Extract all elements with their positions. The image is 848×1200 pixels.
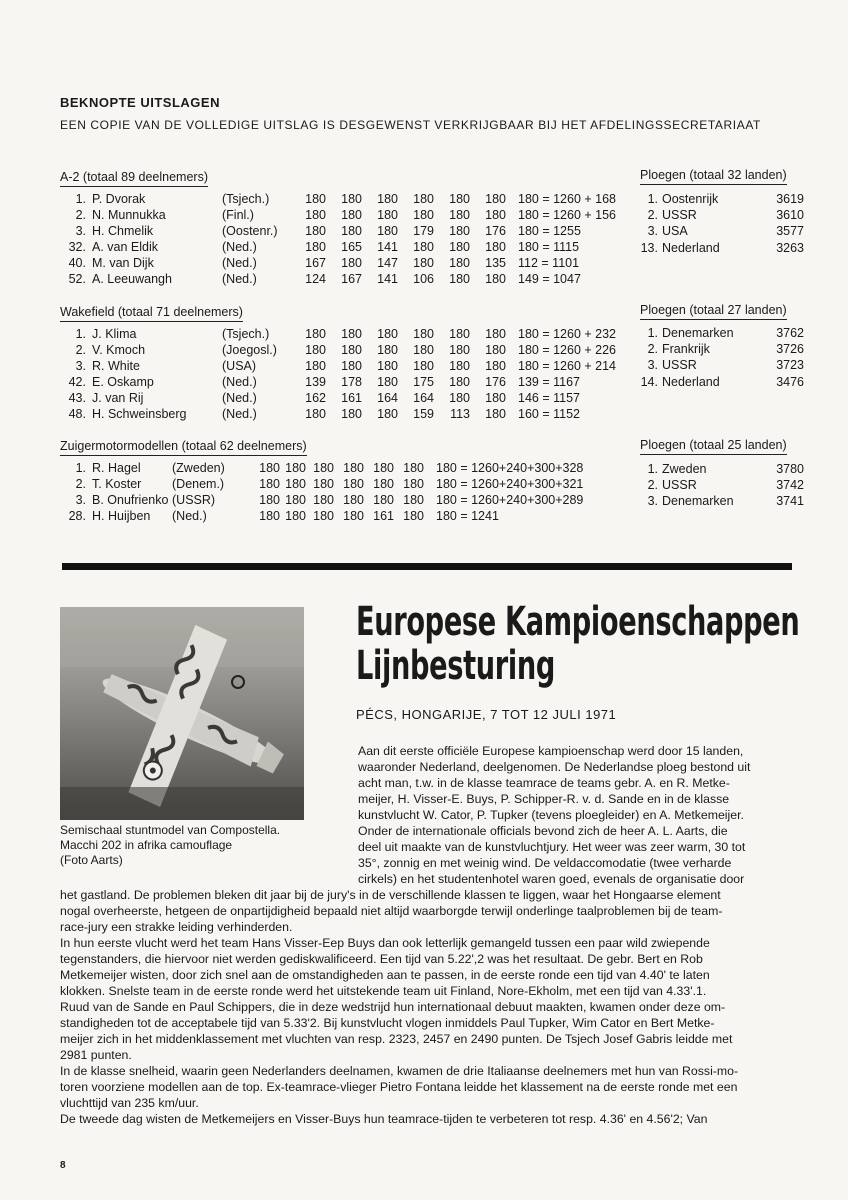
country: (Ned.) [222,256,257,270]
country: (Tsjech.) [222,192,270,206]
flight-score: 124 [305,272,326,286]
flight-score: 180 [485,192,506,206]
flight-score: 180 [449,391,470,405]
flight-score: 180 [341,359,362,373]
team-rank: 13. [640,240,658,255]
team-rank: 14. [640,374,658,389]
text-line: het gastland. De problemen bleken dit jaar bij de jury's in de verschillende klassen te liggen, waar het Hongaarse element [60,888,721,902]
team-country: USSR [662,208,697,223]
team-row [640,461,804,477]
country: (Joegosl.) [222,343,277,357]
flight-score: 180 [259,477,280,491]
team-row [640,477,804,493]
flight-score: 180 [403,509,424,523]
zuiger-title: Zuigermotormodellen (totaal 62 deelnemers) [60,439,307,456]
country: (Ned.) [222,375,257,389]
team-row [640,493,804,509]
team-points: 3762 [776,326,804,341]
flight-score: 165 [341,240,362,254]
flight-score: 180 [305,407,326,421]
flight-score: 180 [377,224,398,238]
a2-teams-table [640,191,804,256]
team-country: Nederland [662,240,720,255]
team-row [640,207,804,223]
text-line: De tweede dag wisten de Metkemeijers en Visser-Buys hun teamrace-tijden te verbeteren tot resp. 4.36' en 4.56'2; Van [60,1112,708,1126]
team-points: 3723 [776,358,804,373]
result-row [60,272,656,288]
result-row [60,240,656,256]
flight-score: 180 [343,461,364,475]
team-rank: 2. [647,342,658,357]
flight-score: 180 [305,224,326,238]
flight-score: 180 [449,224,470,238]
flight-score: 180 [305,208,326,222]
wakefield-title: Wakefield (totaal 71 deelnemers) [60,305,243,322]
team-row [640,240,804,256]
flight-score: 180 [285,461,306,475]
total-score: 180 = 1255 [518,224,581,238]
competitor-name: M. van Dijk [92,256,154,270]
rank: 3. [75,359,86,373]
flight-score: 180 [373,477,394,491]
article-dateline: PÉCS, HONGARIJE, 7 TOT 12 JULI 1971 [356,707,617,722]
flight-score: 180 [285,493,306,507]
flight-score: 180 [259,493,280,507]
flight-score: 180 [313,493,334,507]
flight-score: 180 [485,208,506,222]
flight-score: 180 [449,359,470,373]
flight-score: 180 [313,477,334,491]
caption-line: Macchi 202 in afrika camouflage [60,838,233,852]
text-line: 35°, zonnig en met weinig wind. De veldaccomodatie (twee verharde [358,856,732,870]
photo-caption [60,823,280,868]
flight-score: 176 [485,224,506,238]
rank: 48. [68,407,86,421]
text-line: vluchttijd van 235 km/uur. [60,1096,199,1110]
rank: 1. [75,461,86,475]
team-country: Frankrijk [662,342,710,357]
total-score: 180 = 1241 [436,509,499,523]
flight-score: 180 [313,509,334,523]
flight-score: 180 [313,461,334,475]
flight-score: 180 [377,327,398,341]
flight-score: 180 [485,359,506,373]
rank: 1. [75,327,86,341]
flight-score: 180 [485,391,506,405]
result-row [60,359,656,375]
team-row [640,191,804,207]
team-row [640,325,804,341]
flight-score: 180 [449,375,470,389]
flight-score: 164 [413,391,434,405]
team-country: USSR [662,478,697,493]
result-row [60,461,624,477]
flight-score: 161 [341,391,362,405]
text-line: toren voorziene modellen aan de top. Ex-teamrace-vlieger Pietro Fontana leidde het klassement na de eerste ronde met een [60,1080,738,1094]
competitor-name: V. Kmoch [92,343,146,357]
country: (Ned.) [222,272,257,286]
flight-score: 180 [413,256,434,270]
competitor-name: R. Hagel [92,461,141,475]
country: (Denem.) [172,477,225,491]
article-intro-paragraph [358,743,794,887]
flight-score: 180 [285,477,306,491]
a2-teams-title: Ploegen (totaal 32 landen) [640,168,787,185]
team-country: USSR [662,358,697,373]
section-subheading: EEN COPIE VAN DE VOLLEDIGE UITSLAG IS DESGEWENST VERKRIJGBAAR BIJ HET AFDELINGSSECRETARIAAT [60,118,761,132]
flight-score: 180 [341,327,362,341]
text-line: In de klasse snelheid, waarin geen Nederlanders deelnamen, kwamen de drie Italiaanse deelnemers met hun van Rossi-mo- [60,1064,739,1078]
flight-score: 180 [413,208,434,222]
team-country: USA [662,224,688,239]
total-score: 180 = 1260 + 232 [518,327,617,341]
flight-score: 180 [305,359,326,373]
flight-score: 180 [449,256,470,270]
flight-score: 162 [305,391,326,405]
flight-score: 180 [485,240,506,254]
competitor-name: E. Oskamp [92,375,154,389]
text-line: acht man, t.w. in de klasse teamrace de teams gebr. A. en R. Metke- [358,776,730,790]
total-score: 180 = 1260+240+300+289 [436,493,584,507]
total-score: 180 = 1260+240+300+321 [436,477,584,491]
team-rank: 1. [647,326,658,341]
article-title [356,600,799,688]
flight-score: 175 [413,375,434,389]
flight-score: 180 [403,461,424,475]
text-line: meijer, H. Visser-E. Buys, P. Schipper-R. v. d. Sande en in de klasse [358,792,730,806]
wakefield-teams-title: Ploegen (totaal 27 landen) [640,303,787,320]
flight-score: 180 [485,407,506,421]
flight-score: 180 [403,477,424,491]
wakefield-results-table [60,327,656,423]
competitor-name: J. van Rij [92,391,144,405]
flight-score: 180 [377,359,398,373]
flight-score: 141 [377,240,398,254]
flight-score: 180 [305,327,326,341]
team-rank: 1. [647,192,658,207]
flight-score: 180 [449,343,470,357]
flight-score: 167 [341,272,362,286]
rank: 28. [68,509,86,523]
country: (Zweden) [172,461,225,475]
rank: 3. [75,224,86,238]
flight-score: 180 [449,272,470,286]
flight-score: 180 [485,343,506,357]
flight-score: 180 [341,343,362,357]
result-row [60,208,656,224]
flight-score: 159 [413,407,434,421]
flight-score: 180 [377,343,398,357]
flight-score: 113 [450,407,470,421]
text-line: Onder de internationale officials bevond zich de heer A. L. Aarts, die [358,824,728,838]
rank: 32. [68,240,86,254]
team-rank: 1. [647,462,658,477]
team-points: 3610 [776,208,804,223]
team-row [640,374,804,390]
country: (Ned.) [222,391,257,405]
flight-score: 180 [377,192,398,206]
flight-score: 180 [285,509,306,523]
team-rank: 3. [647,224,658,239]
team-points: 3476 [776,374,804,389]
country: (Finl.) [222,208,254,222]
result-row [60,493,624,509]
country: (Ned.) [172,509,207,523]
competitor-name: A. van Eldik [92,240,159,254]
text-line: Metkemeijer wisten, door zich snel aan de omstandigheden aan te passen, in de eerste ronde een tijd van 4.40' te laten [60,968,710,982]
total-score: 139 = 1167 [518,375,580,389]
text-line: In hun eerste vlucht werd het team Hans Visser-Eep Buys dan ook letterlijk gemangeld tussen een paar wild zwiepende [60,936,710,950]
flight-score: 139 [305,375,326,389]
team-points: 3619 [776,192,804,207]
text-line: deel uit maakte van de kunstvluchtjury. Het weer was zeer warm, 30 tot [358,840,746,854]
rank: 52. [68,272,86,286]
team-country: Denemarken [662,326,734,341]
total-score: 180 = 1260 + 226 [518,343,617,357]
flight-score: 178 [341,375,362,389]
text-line: meijer zich in het middenklassement met vluchten van resp. 2323, 2457 en 2490 punten. De Tsjech Josef Gabris leidde met [60,1032,733,1046]
text-line: klokken. Snelste team in de eerste ronde werd het uitstekende team uit Finland, Nore-Ekholm, met een tijd van 4.33'.1. [60,984,707,998]
text-line: tegenstanders, die hiervoor niet werden gediskwalificeerd. Een tijd van 5.22',2 was het resultaat. De gebr. Bert en Rob [60,952,703,966]
result-row [60,327,656,343]
team-country: Oostenrijk [662,192,719,207]
competitor-name: H. Huijben [92,509,151,523]
team-rank: 3. [647,494,658,509]
country: (Ned.) [222,240,257,254]
flight-score: 180 [449,327,470,341]
text-line: 2981 punten. [60,1048,132,1062]
country: (Ned.) [222,407,257,421]
flight-score: 147 [377,256,398,270]
text-line: standigheden tot de acceptabele tijd van 5.33'2. Bij kunstvlucht vlogen inmiddels Paul Tupker, Wim Cator en Bert Metke- [60,1016,715,1030]
result-row [60,224,656,240]
page-number: 8 [60,1160,66,1171]
flight-score: 180 [341,208,362,222]
flight-score: 180 [485,327,506,341]
competitor-name: H. Chmelik [92,224,154,238]
flight-score: 180 [343,493,364,507]
team-row [640,223,804,239]
result-row [60,375,656,391]
competitor-name: P. Dvorak [92,192,146,206]
result-row [60,407,656,423]
a2-title: A-2 (totaal 89 deelnemers) [60,170,208,187]
team-rank: 3. [647,358,658,373]
total-score: 180 = 1260 + 168 [518,192,617,206]
flight-score: 167 [305,256,326,270]
text-line: waaronder Nederland, deelgenomen. De Nederlandse ploeg bestond uit [358,760,751,774]
flight-score: 180 [341,407,362,421]
zuiger-teams-title: Ploegen (totaal 25 landen) [640,438,787,455]
country: (Tsjech.) [222,327,270,341]
total-score: 146 = 1157 [518,391,580,405]
team-row [640,341,804,357]
flight-score: 180 [373,461,394,475]
team-points: 3742 [776,478,804,493]
competitor-name: A. Leeuwangh [92,272,172,286]
team-points: 3263 [776,240,804,255]
rank: 43. [68,391,86,405]
rank: 1. [75,192,86,206]
flight-score: 180 [341,192,362,206]
team-country: Denemarken [662,494,734,509]
total-score: 180 = 1260 + 156 [518,208,617,222]
flight-score: 180 [449,192,470,206]
competitor-name: B. Onufrienko [92,493,169,507]
flight-score: 135 [485,256,506,270]
competitor-name: N. Munnukka [92,208,166,222]
text-line: cirkels) en het studentenhotel waren goed, evenals de organisatie door [358,872,745,886]
flight-score: 180 [403,493,424,507]
flight-score: 180 [449,240,470,254]
flight-score: 180 [343,509,364,523]
flight-score: 141 [377,272,398,286]
flight-score: 161 [373,509,394,523]
flight-score: 180 [305,343,326,357]
team-rank: 2. [647,208,658,223]
competitor-name: R. White [92,359,140,373]
rank: 40. [68,256,86,270]
article-title-line: Europese Kampioenschappen [356,599,800,645]
competitor-name: J. Klima [92,327,137,341]
result-row [60,192,656,208]
rank: 42. [68,375,86,389]
caption-line: (Foto Aarts) [60,853,123,867]
flight-score: 180 [259,509,280,523]
rank: 2. [75,343,86,357]
flight-score: 180 [413,343,434,357]
rank: 2. [75,208,86,222]
flight-score: 180 [305,240,326,254]
result-row [60,391,656,407]
total-score: 112 = 1101 [518,256,580,270]
article-title-line: Lijnbesturing [356,643,555,689]
country: (Oostenr.) [222,224,278,238]
team-country: Nederland [662,374,720,389]
a2-results-table [60,192,656,288]
flight-score: 180 [259,461,280,475]
flight-score: 180 [413,192,434,206]
zuiger-teams-table [640,461,804,510]
section-divider-bar [62,563,792,570]
text-line: Ruud van de Sande en Paul Schippers, die in deze wedstrijd hun internationaal debuut maakten, kwamen onder deze om- [60,1000,726,1014]
flight-score: 176 [485,375,506,389]
rank: 2. [75,477,86,491]
total-score: 160 = 1152 [518,407,580,421]
result-row [60,343,656,359]
flight-score: 180 [341,256,362,270]
team-country: Zweden [662,462,707,477]
flight-score: 164 [377,391,398,405]
total-score: 149 = 1047 [518,272,581,286]
zuiger-results-table [60,461,624,525]
total-score: 180 = 1115 [518,240,580,254]
total-score: 180 = 1260 + 214 [518,359,617,373]
flight-score: 180 [373,493,394,507]
flight-score: 180 [413,327,434,341]
team-points: 3726 [776,342,804,357]
result-row [60,509,624,525]
caption-line: Semischaal stuntmodel van Compostella. [60,823,281,837]
flight-score: 180 [305,192,326,206]
flight-score: 180 [377,208,398,222]
country: (USA) [222,359,257,373]
flight-score: 180 [343,477,364,491]
team-rank: 2. [647,478,658,493]
competitor-name: T. Koster [92,477,142,491]
result-row [60,256,656,272]
total-score: 180 = 1260+240+300+328 [436,461,584,475]
flight-score: 180 [449,208,470,222]
text-line: race-jury een strakke leiding verhinderden. [60,920,293,934]
flight-score: 180 [413,240,434,254]
rank: 3. [75,493,86,507]
competitor-name: H. Schweinsberg [92,407,187,421]
flight-score: 180 [377,375,398,389]
wakefield-teams-table [640,325,804,390]
flight-score: 179 [413,224,434,238]
text-line: kunstvlucht W. Cator, P. Tupker (tevens ploegleider) en A. Metkemeijer. [358,808,744,822]
flight-score: 180 [341,224,362,238]
flight-score: 106 [413,272,434,286]
text-line: Aan dit eerste officiële Europese kampioenschap werd door 15 landen, [358,744,744,758]
team-points: 3741 [776,494,804,509]
article-body-paragraph [60,887,798,1127]
country: (USSR) [172,493,216,507]
section-heading: BEKNOPTE UITSLAGEN [60,95,220,110]
team-row [640,357,804,373]
airplane-model-photo [60,607,304,820]
result-row [60,477,624,493]
flight-score: 180 [485,272,506,286]
flight-score: 180 [377,407,398,421]
team-points: 3780 [776,462,804,477]
team-points: 3577 [776,224,804,239]
flight-score: 180 [413,359,434,373]
text-line: nogal overheerste, hetgeen de onpartijdigheid bepaald niet altijd waarborgde terwijl onderlinge taalproblemen bij de team- [60,904,723,918]
